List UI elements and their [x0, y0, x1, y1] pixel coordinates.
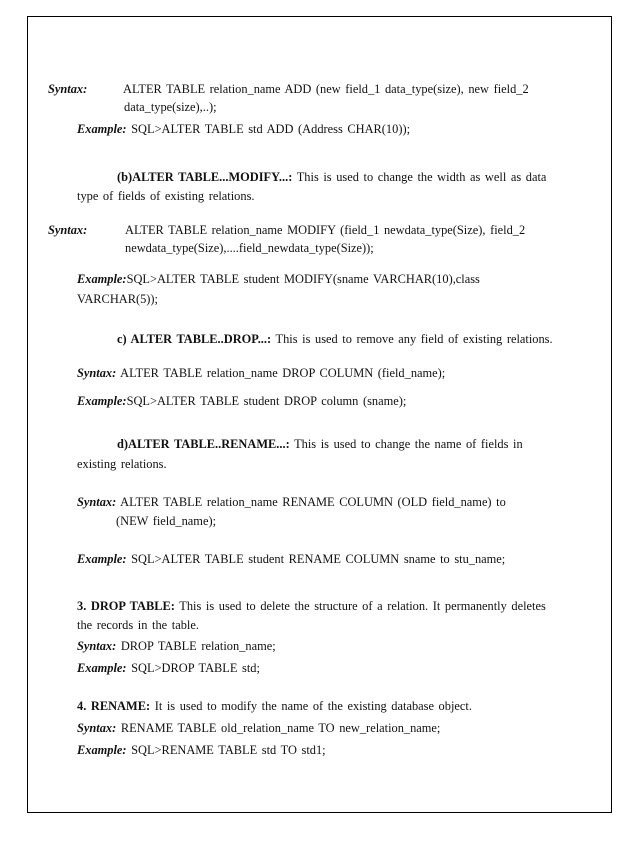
drop-desc: This is used to remove any field of existing relations. [271, 332, 553, 346]
rename-col-desc-line1: This is used to change the name of fields in [289, 437, 523, 451]
drop-syntax [77, 365, 445, 381]
rename-col-example-label: Example: [77, 552, 127, 566]
modify-desc-line2: type of fields of existing relations. [77, 189, 255, 203]
modify-example-line2: VARCHAR(5)); [77, 292, 159, 306]
add-syntax-line2: data_type(size),..); [124, 100, 217, 114]
drop-table-syntax-label: Syntax: [77, 639, 117, 653]
add-syntax-label: Syntax: [48, 82, 88, 96]
modify-desc-line1: This is used to change the width as well as data [292, 170, 547, 184]
drop-syntax-text: ALTER TABLE relation_name DROP COLUMN (field_name); [116, 366, 446, 380]
drop-example-label: Example: [77, 394, 127, 408]
rename-col-syntax-line1 [77, 494, 506, 510]
rename-syntax [77, 720, 440, 736]
rename-example [77, 742, 326, 758]
add-example-label: Example: [77, 122, 127, 136]
rename-col-example [77, 551, 505, 567]
drop-table-example-text: SQL>DROP TABLE std; [126, 661, 260, 675]
drop-table-syntax-text: DROP TABLE relation_name; [116, 639, 276, 653]
modify-example-label: Example: [77, 272, 127, 286]
modify-syntax-label: Syntax: [48, 223, 88, 237]
rename-col-syntax-label: Syntax: [77, 495, 117, 509]
rename-syntax-text: RENAME TABLE old_relation_name TO new_relation_name; [116, 721, 441, 735]
add-syntax-label-line [48, 81, 87, 97]
drop-table-example [77, 660, 260, 676]
modify-example-line1 [77, 271, 480, 287]
modify-heading: (b)ALTER TABLE...MODIFY...: [117, 170, 293, 184]
rename-col-heading-line [117, 436, 523, 452]
drop-example [77, 393, 406, 409]
drop-heading: c) ALTER TABLE..DROP...: [117, 332, 272, 346]
add-example [77, 121, 410, 137]
modify-syntax-label-line [48, 222, 87, 238]
drop-heading-line [117, 331, 553, 347]
drop-example-text: SQL>ALTER TABLE student DROP column (sname); [126, 394, 407, 408]
rename-col-syntax-text1: ALTER TABLE relation_name RENAME COLUMN (OLD field_name) to [116, 495, 506, 509]
rename-example-text: SQL>RENAME TABLE std TO std1; [126, 743, 326, 757]
rename-example-label: Example: [77, 743, 127, 757]
drop-table-desc-line2: the records in the table. [77, 618, 199, 632]
rename-heading-line [77, 698, 472, 714]
modify-example-text1: SQL>ALTER TABLE student MODIFY(sname VARCHAR(10),class [126, 272, 480, 286]
rename-col-syntax-line2: (NEW field_name); [116, 514, 217, 528]
drop-table-example-label: Example: [77, 661, 127, 675]
rename-col-desc-line2: existing relations. [77, 457, 167, 471]
drop-table-desc-line1: This is used to delete the structure of a relation. It permanently deletes [174, 599, 546, 613]
add-syntax-line1: ALTER TABLE relation_name ADD (new field_1 data_type(size), new field_2 [123, 82, 529, 96]
rename-heading: 4. RENAME: [77, 699, 151, 713]
drop-table-heading: 3. DROP TABLE: [77, 599, 175, 613]
drop-table-syntax [77, 638, 276, 654]
drop-syntax-label: Syntax: [77, 366, 117, 380]
modify-syntax-line1: ALTER TABLE relation_name MODIFY (field_1 newdata_type(Size), field_2 [125, 223, 526, 237]
add-example-text: SQL>ALTER TABLE std ADD (Address CHAR(10)); [126, 122, 411, 136]
rename-col-example-text: SQL>ALTER TABLE student RENAME COLUMN sname to stu_name; [126, 552, 506, 566]
modify-heading-line [117, 169, 546, 185]
rename-col-heading: d)ALTER TABLE..RENAME...: [117, 437, 290, 451]
drop-table-heading-line [77, 598, 546, 614]
modify-syntax-line2: newdata_type(Size),....field_newdata_type(Size)); [125, 241, 374, 255]
rename-syntax-label: Syntax: [77, 721, 117, 735]
rename-desc: It is used to modify the name of the existing database object. [150, 699, 472, 713]
